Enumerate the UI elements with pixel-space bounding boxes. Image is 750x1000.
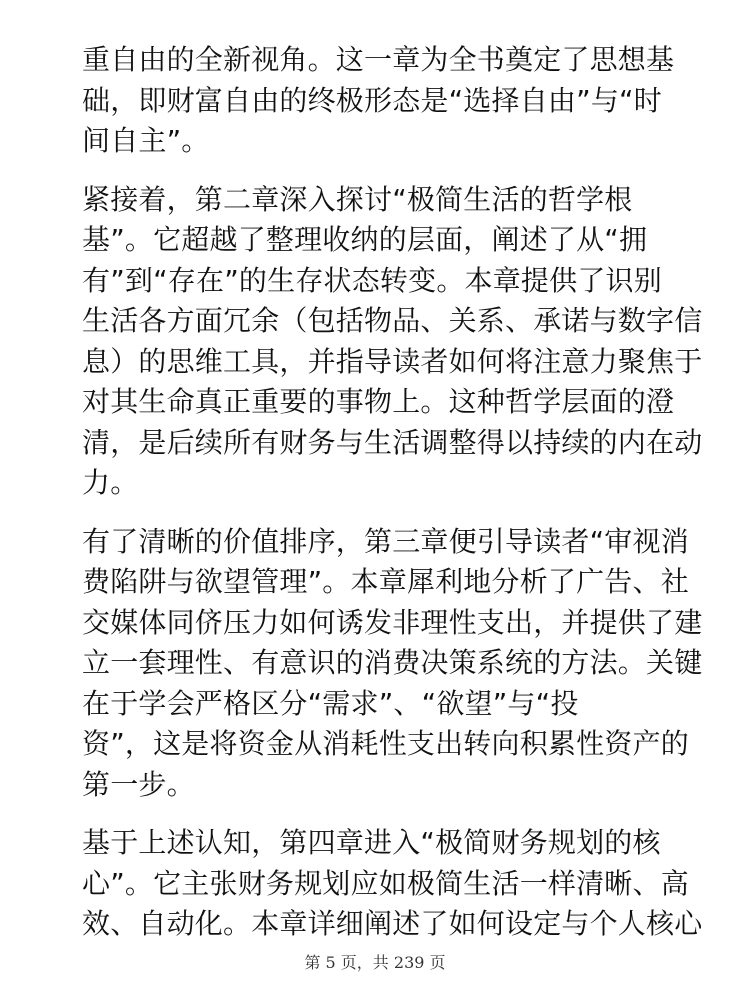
text-line: 力。 [82, 466, 139, 499]
text-line: 息）的思维工具，并指导读者如何将注意力聚焦于 [82, 344, 703, 378]
text-line: 间自主”。 [82, 124, 210, 157]
page-number-footer: 第 5 页，共 239 页 [304, 953, 446, 972]
text-line: 生活各方面冗余（包括物品、关系、承诺与数字信 [82, 304, 703, 337]
text-line: 立一套理性、有意识的消费决策系统的方法。关键 [82, 646, 703, 679]
paragraph-4 [82, 823, 703, 945]
text-line: 基于上述认知，第四章进入“极简财务规划的核 [82, 826, 661, 859]
text-line: 清，是后续所有财务与生活调整得以持续的内在动 [82, 425, 703, 459]
text-line: 第一步。 [82, 767, 195, 801]
text-line: 有”到“存在”的生存状态转变。本章提供了识别 [82, 263, 662, 297]
text-line: 重自由的全新视角。这一章为全书奠定了思想基 [82, 43, 675, 76]
text-line: 资”，这是将资金从消耗性支出转向积累性资产的 [82, 727, 689, 760]
text-line: 效、自动化。本章详细阐述了如何设定与个人核心 [82, 907, 703, 940]
text-line: 在于学会严格区分“需求”、“欲望”与“投 [82, 686, 579, 720]
text-line: 心”。它主张财务规划应如极简生活一样清晰、高 [82, 866, 689, 900]
text-line: 基”。它超越了整理收纳的层面，阐述了从“拥 [82, 223, 648, 256]
paragraph-3 [82, 522, 703, 806]
text-line: 对其生命真正重要的事物上。这种哲学层面的澄 [82, 385, 675, 418]
body-text [82, 40, 703, 963]
text-line: 费陷阱与欲望管理”。本章犀利地分析了广告、社 [82, 565, 689, 598]
paragraph-2 [82, 180, 703, 504]
text-line: 有了清晰的价值排序，第三章便引导读者“审视消 [82, 524, 689, 558]
text-line: 紧接着，第二章深入探讨“极简生活的哲学根 [82, 182, 633, 216]
text-line: 交媒体同侪压力如何诱发非理性支出，并提供了建 [82, 605, 703, 639]
paragraph-1 [82, 40, 675, 162]
text-line: 础，即财富自由的终极形态是“选择自由”与“时 [82, 83, 662, 117]
